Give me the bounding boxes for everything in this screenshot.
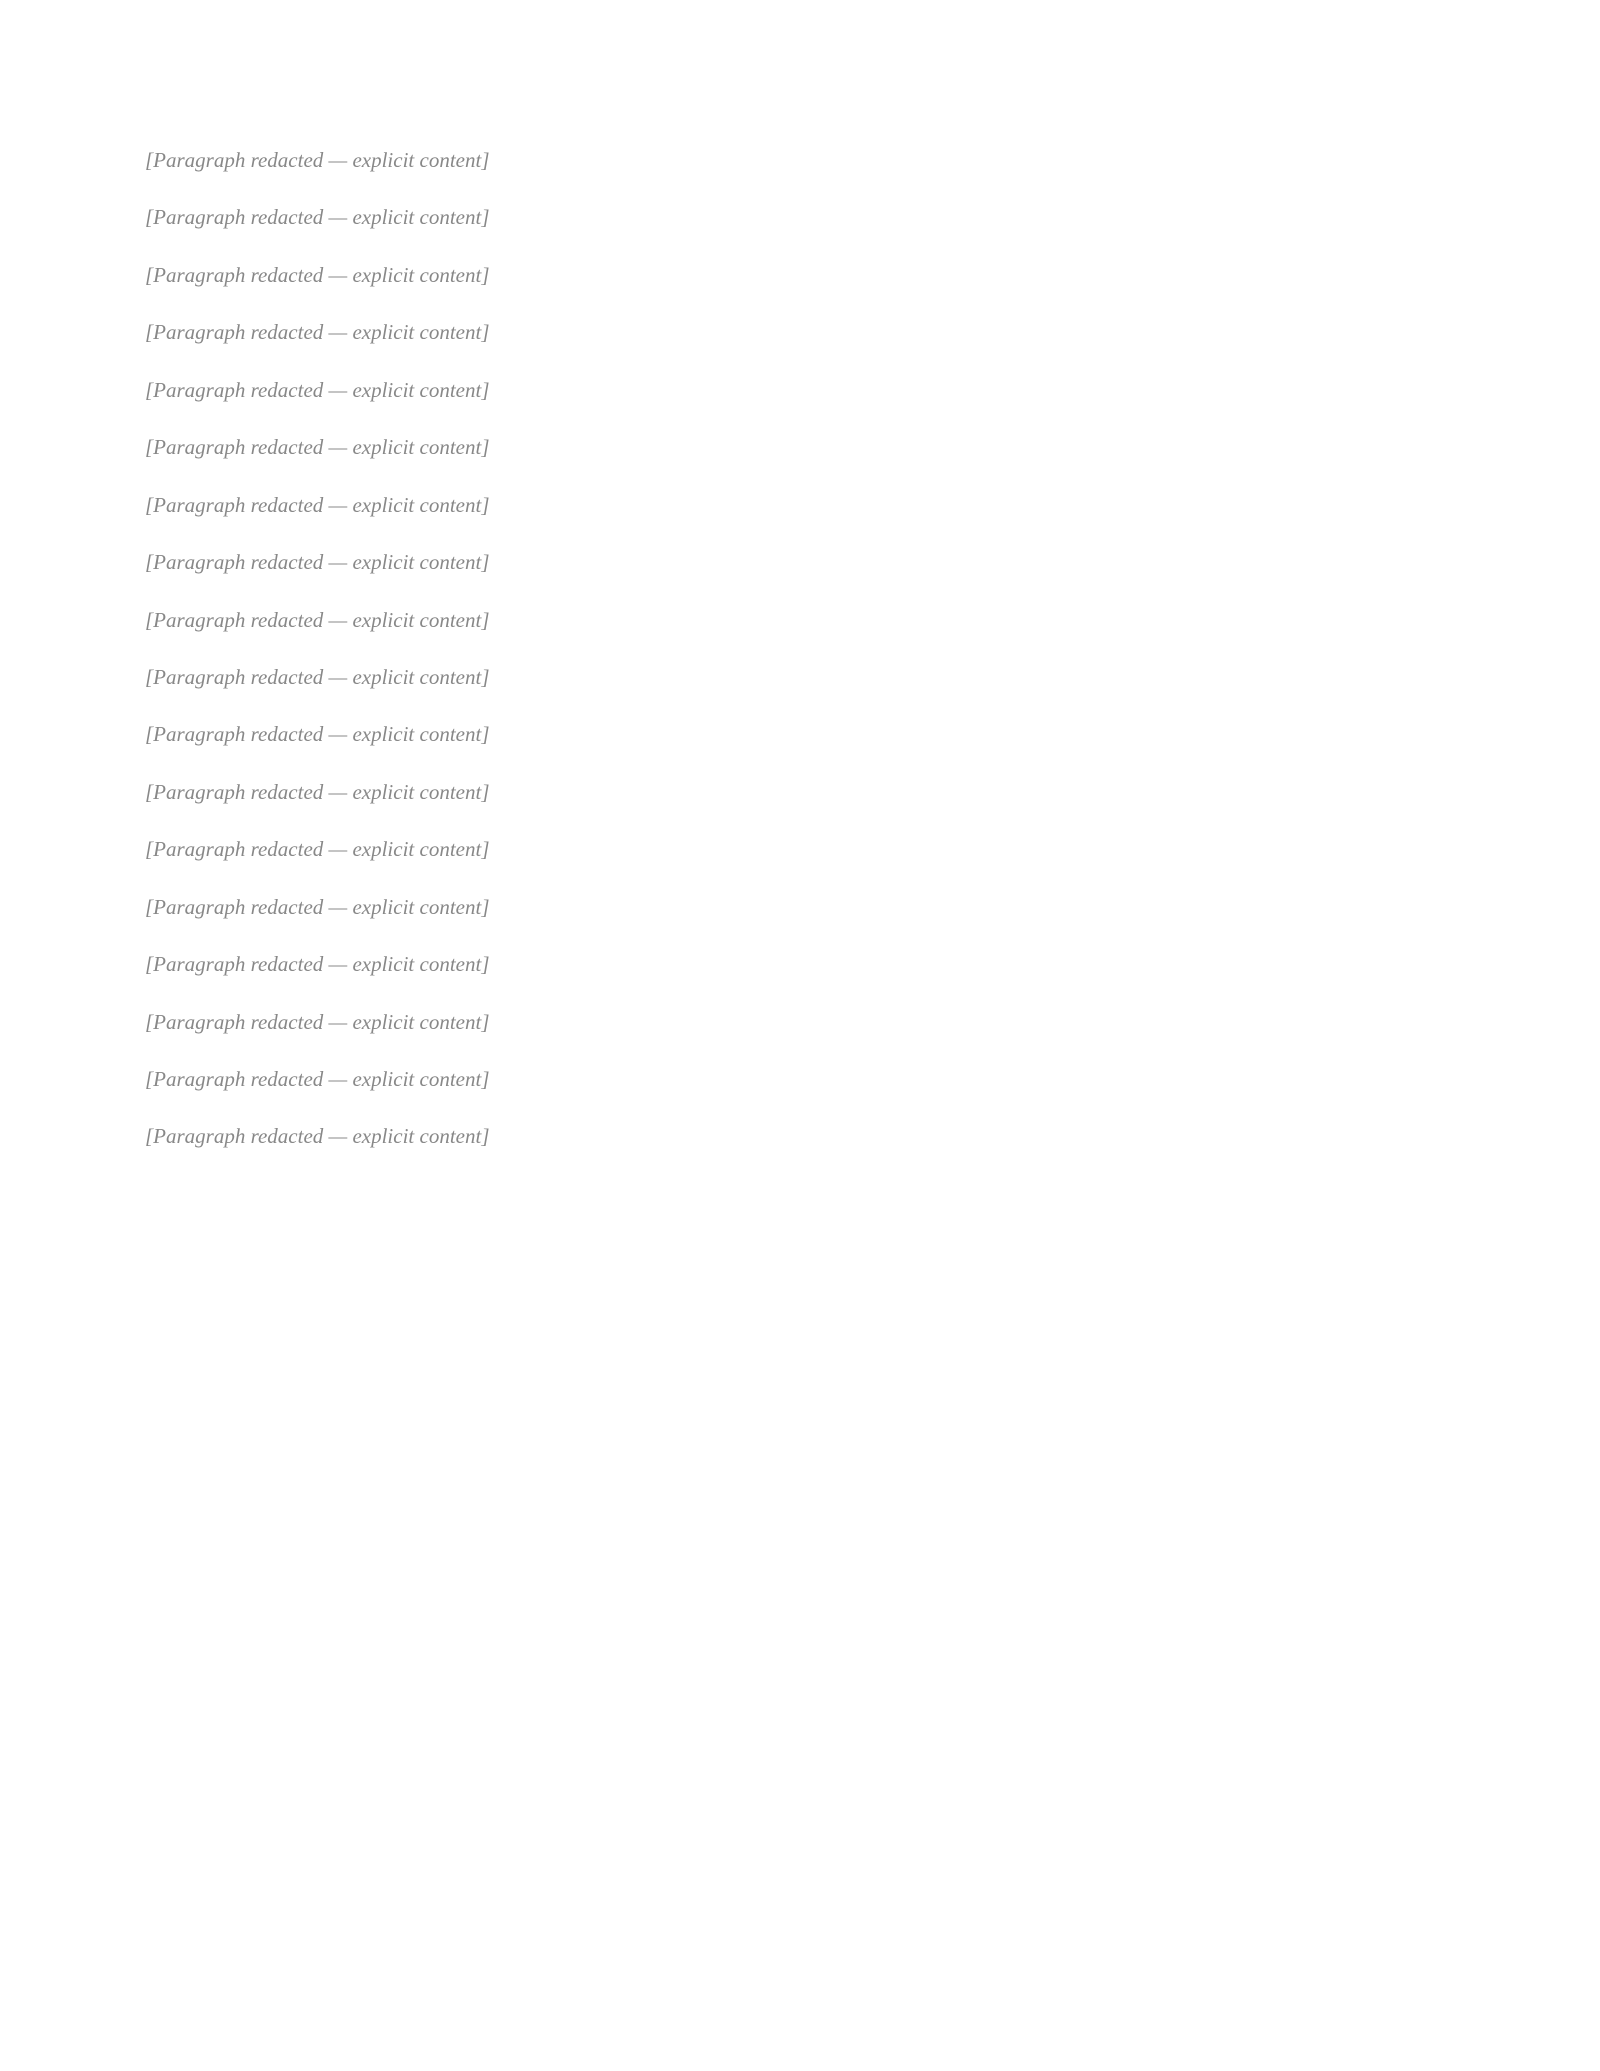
paragraph: [Paragraph redacted — explicit content] [145,262,490,287]
paragraph: [Paragraph redacted — explicit content] [145,607,490,632]
paragraph: [Paragraph redacted — explicit content] [145,722,490,747]
paragraph: [Paragraph redacted — explicit content] [145,377,490,402]
paragraph: [Paragraph redacted — explicit content] [145,837,490,862]
paragraph: [Paragraph redacted — explicit content] [145,952,490,977]
paragraph: [Paragraph redacted — explicit content] [145,1067,490,1091]
paragraph: [Paragraph redacted — explicit content] [145,320,490,345]
paragraph: [Paragraph redacted — explicit content] [145,894,490,919]
paragraph: [Paragraph redacted — explicit content] [145,664,490,689]
paragraph: [Paragraph redacted — explicit content] [145,205,490,230]
paragraph: [Paragraph redacted — explicit content] [145,435,490,460]
paragraph: [Paragraph redacted — explicit content] [145,1124,490,1149]
paragraph: [Paragraph redacted — explicit content] [145,779,490,804]
paragraph: [Paragraph redacted — explicit content] [145,1009,490,1034]
paragraph: [Paragraph redacted — explicit content] [145,550,490,575]
paragraph: [Paragraph redacted — explicit content] [145,148,490,172]
paragraph: [Paragraph redacted — explicit content] [145,492,490,517]
